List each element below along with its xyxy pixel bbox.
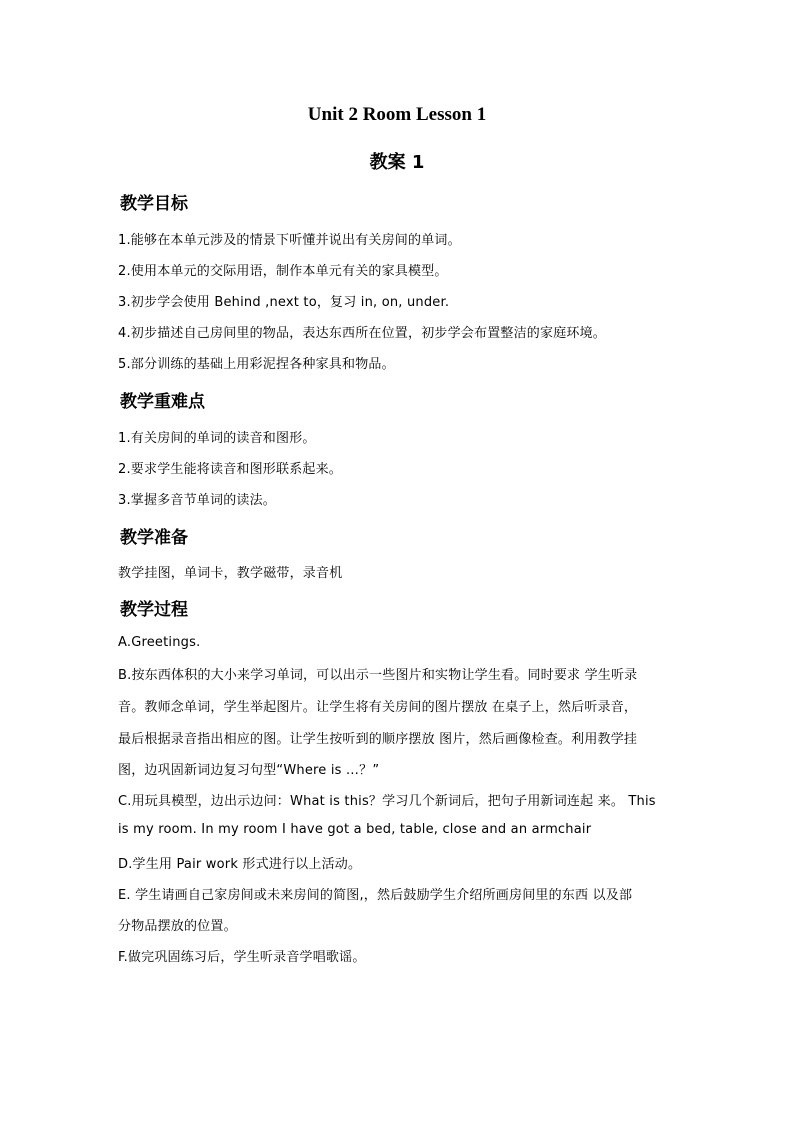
section-heading-preparation: 教学准备 <box>120 528 188 548</box>
objective-item: 5.部分训练的基础上用彩泥捏各种家具和物品。 <box>118 357 395 372</box>
process-line: E. 学生请画自己家房间或未来房间的简图,，然后鼓励学生介绍所画房间里的东西 以及部 <box>118 888 633 903</box>
process-line: 图，边巩固新词边复习句型“Where is …？” <box>118 763 380 778</box>
process-line: 最后根据录音指出相应的图。让学生按听到的顺序摆放 图片，然后画像检查。利用教学挂 <box>118 732 638 747</box>
objective-item: 4.初步描述自己房间里的物品，表达东西所在位置，初步学会布置整洁的家庭环境。 <box>118 326 607 341</box>
objective-item: 2.使用本单元的交际用语，制作本单元有关的家具模型。 <box>118 264 448 279</box>
objective-item: 3.初步学会使用 Behind ,next to，复习 in, on, under. <box>118 295 450 310</box>
process-line: 音。教师念单词，学生举起图片。让学生将有关房间的图片摆放 在桌子上，然后听录音， <box>118 700 638 715</box>
process-line: B.按东西体积的大小来学习单词，可以出示一些图片和实物让学生看。同时要求 学生听录 <box>118 668 638 683</box>
process-line: F.做完巩固练习后，学生听录音学唱歌谣。 <box>118 950 366 965</box>
document-subtitle: 教案 1 <box>369 152 425 173</box>
section-heading-objectives: 教学目标 <box>120 194 188 214</box>
key-point-item: 2.要求学生能将读音和图形联系起来。 <box>118 462 343 477</box>
process-line: 分物品摆放的位置。 <box>118 919 237 934</box>
section-heading-key-points: 教学重难点 <box>120 392 205 412</box>
preparation-text: 教学挂图，单词卡，教学磁带，录音机 <box>118 566 343 581</box>
key-point-item: 1.有关房间的单词的读音和图形。 <box>118 431 316 446</box>
process-line: C.用玩具模型，边出示边问：What is this？学习几个新词后，把句子用新词连起 来。 This <box>118 794 656 809</box>
process-line: A.Greetings. <box>118 635 201 650</box>
process-line: is my room. In my room I have got a bed, table, close and an armchair <box>118 822 592 837</box>
section-heading-process: 教学过程 <box>120 600 188 620</box>
process-line: D.学生用 Pair work 形式进行以上活动。 <box>118 857 362 872</box>
key-point-item: 3.掌握多音节单词的读法。 <box>118 493 277 508</box>
document-title: Unit 2 Room Lesson 1 <box>307 104 487 125</box>
objective-item: 1.能够在本单元涉及的情景下听懂并说出有关房间的单词。 <box>118 233 461 248</box>
